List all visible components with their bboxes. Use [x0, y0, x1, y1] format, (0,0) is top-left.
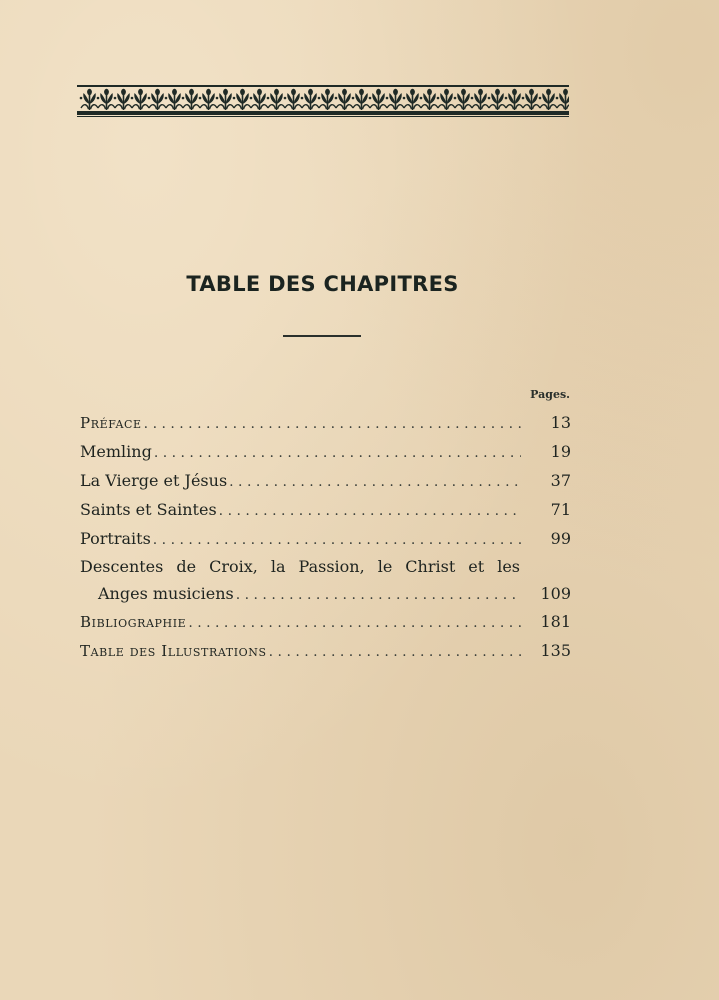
toc-entry-memling	[80, 437, 571, 466]
toc-entry-page: 135	[540, 641, 571, 660]
ornament-band-icon	[77, 84, 569, 118]
floral-ornament-border	[77, 84, 569, 118]
leader-dots	[154, 439, 521, 468]
toc-entry-label: Saints et Saintes	[80, 500, 217, 519]
toc-entry-saints	[80, 495, 571, 524]
toc-entry-descentes	[80, 553, 571, 607]
leader-dots	[188, 609, 521, 638]
toc-entry-vierge-jesus	[80, 466, 571, 495]
table-of-contents	[80, 408, 571, 665]
toc-entry-label: La Vierge et Jésus	[80, 471, 228, 490]
toc-entry-page: 13	[550, 413, 571, 432]
pages-column-header: Pages.	[530, 388, 570, 401]
toc-entry-label: Bibliographie	[80, 613, 187, 631]
toc-entry-label-line1: Descentes de Croix, la Passion, le Christ et les	[80, 557, 520, 576]
toc-entry-page: 181	[540, 612, 571, 631]
leader-dots	[144, 410, 521, 439]
leader-dots	[269, 638, 521, 667]
toc-entry-page: 99	[550, 529, 571, 548]
toc-entry-label: Préface	[80, 414, 142, 432]
toc-entry-portraits	[80, 524, 571, 553]
toc-entry-label: Portraits	[80, 529, 151, 548]
toc-entry-bibliographie	[80, 607, 571, 636]
leader-dots	[236, 582, 521, 609]
toc-entry-page: 19	[550, 442, 571, 461]
leader-dots	[153, 526, 521, 555]
toc-entry-page: 109	[540, 584, 571, 603]
leader-dots	[219, 497, 521, 526]
toc-entry-page: 71	[550, 500, 571, 519]
toc-entry-table-illustrations	[80, 636, 571, 665]
toc-entry-page: 37	[550, 471, 571, 490]
toc-entry-label: Table des Illustrations	[80, 642, 267, 660]
title-divider	[283, 335, 361, 337]
toc-entry-label-line2: Anges musiciens	[98, 584, 234, 603]
leader-dots	[229, 468, 521, 497]
page-title: TABLE DES CHAPITRES	[186, 272, 459, 296]
toc-entry-preface	[80, 408, 571, 437]
toc-entry-label: Memling	[80, 442, 152, 461]
